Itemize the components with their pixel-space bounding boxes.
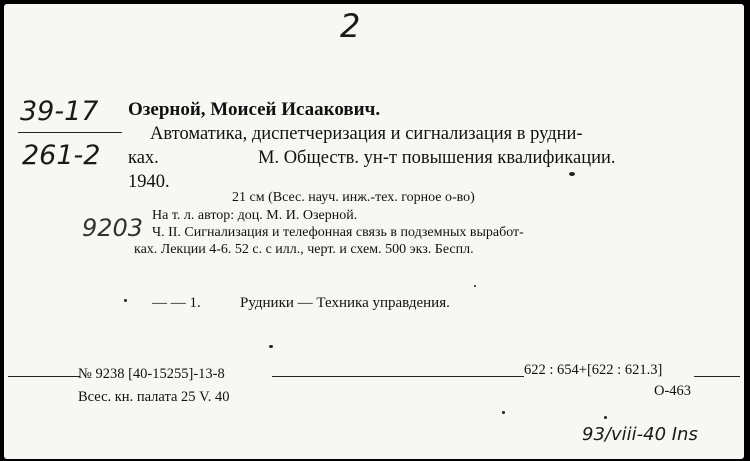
handwritten-page-number: 2 bbox=[340, 7, 361, 45]
title-line-2a: ках. bbox=[128, 148, 159, 168]
subject-heading: Рудники — Техника управдения. bbox=[240, 295, 450, 311]
note-part: Ч. II. Сигнализация и телефонная связь в подземных выработ- bbox=[152, 225, 524, 240]
speck bbox=[269, 345, 273, 348]
publisher-imprint: Всес. кн. палата 25 V. 40 bbox=[78, 389, 230, 405]
author-heading: Озерной, Моисей Исаакович. bbox=[128, 99, 381, 120]
title-line-2b: М. Обществ. ун-т повышения квалификации. bbox=[258, 148, 616, 168]
shelf-mark-divider bbox=[18, 132, 122, 133]
catalog-number: № 9238 [40-15255]-13-8 bbox=[78, 366, 225, 382]
shelf-mark-top: 39-17 bbox=[20, 96, 99, 127]
footer-rule-left bbox=[8, 376, 80, 377]
shelf-mark-bottom: 261-2 bbox=[22, 140, 101, 171]
speck bbox=[124, 299, 127, 302]
note-author: На т. л. автор: доц. М. И. Озерной. bbox=[152, 208, 358, 223]
speck bbox=[474, 285, 476, 287]
catalog-card bbox=[4, 4, 744, 459]
publication-year: 1940. bbox=[128, 172, 170, 192]
title-line-1: Автоматика, диспетчеризация и сигнализация в рудни- bbox=[150, 124, 583, 144]
note-physical: ках. Лекции 4-6. 52 с. с илл., черт. и схем. 500 экз. Беспл. bbox=[134, 242, 474, 257]
speck bbox=[569, 172, 575, 176]
udc-classification: 622 : 654+[622 : 621.3] bbox=[524, 362, 663, 378]
catalog-code: О-463 bbox=[654, 383, 692, 399]
footer-rule-middle bbox=[272, 376, 524, 377]
handwritten-bottom-right: 93/viii-40 Ins bbox=[582, 424, 698, 445]
subject-number: — — 1. bbox=[152, 295, 201, 311]
speck bbox=[604, 416, 607, 419]
speck bbox=[502, 411, 505, 414]
handwritten-note-left: 9203 bbox=[82, 214, 144, 242]
footer-rule-right bbox=[694, 376, 740, 377]
series-line: 21 см (Всес. науч. инж.-тех. горное о-во) bbox=[232, 190, 475, 205]
